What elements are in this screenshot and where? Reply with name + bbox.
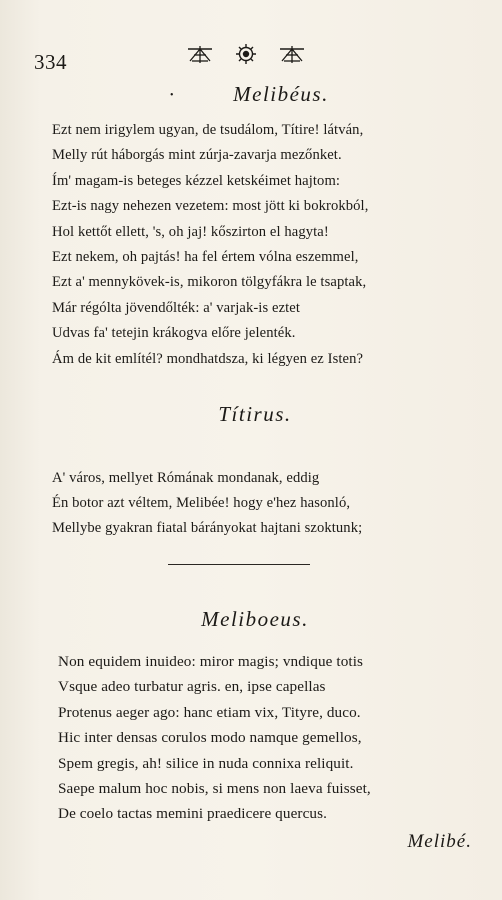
floral-ornament-icon xyxy=(186,43,306,65)
verse-line: Ezt a' mennykövek-is, mikoron tölgyfákra le tsaptak, xyxy=(52,274,367,291)
verse-line: Ezt-is nagy nehezen vezetem: most jött ki bokrokból, xyxy=(52,198,369,215)
verse-line: Udvas fa' tetejin krákogva előre jelenték. xyxy=(52,325,296,342)
speaker-heading-titirus: Títirus. xyxy=(218,402,292,426)
verse-line: Ezt nekem, oh pajtás! ha fel értem vólna eszemmel, xyxy=(52,248,359,265)
verse-line: Hic inter densas corulos modo namque gemellos, xyxy=(58,729,362,747)
verse-line: De coelo tactas memini praedicere quercus. xyxy=(58,805,328,823)
verse-block-meliboeus-latin xyxy=(58,649,371,827)
verse-line: Spem gregis, ah! silice in nuda connixa reliquit. xyxy=(58,754,354,772)
decorative-dot: • xyxy=(170,90,174,101)
verse-line: A' város, mellyet Rómának mondanak, eddig xyxy=(52,470,320,486)
verse-line: Protenus aeger ago: hanc etiam vix, Tityre, duco. xyxy=(58,703,361,721)
speaker-heading-melibeus: Melibéus. xyxy=(233,82,329,106)
verse-line: Ezt nem irigylem ugyan, de tsudálom, Títire! látván, xyxy=(52,122,364,138)
section-divider xyxy=(168,564,310,565)
verse-line: Mellybe gyakran fiatal bárányokat hajtani szoktunk; xyxy=(52,520,363,536)
verse-line: Már régólta jövendőlték: a' varjak-is eztet xyxy=(52,299,301,316)
verse-line: Melly rút háborgás mint zúrja-zavarja mezőnket. xyxy=(52,147,342,164)
verse-block-melibeus xyxy=(52,118,368,372)
verse-line: Ám de kit említél? mondhatdsza, ki légyen ez Isten? xyxy=(52,350,364,367)
verse-line: Vsque adeo turbatur agris. en, ipse capellas xyxy=(58,678,326,696)
catchword: Melibé. xyxy=(407,831,472,852)
speaker-heading-meliboeus: Meliboeus. xyxy=(201,607,309,631)
verse-line: Saepe malum hoc nobis, si mens non laeva fuisset, xyxy=(58,779,371,797)
verse-line: Non equidem inuideo: miror magis; vndique totis xyxy=(58,653,364,670)
verse-block-titirus xyxy=(52,466,362,541)
verse-line: Ím' magam-is beteges kézzel ketskéimet hajtom: xyxy=(52,172,341,189)
verse-line: Én botor azt véltem, Melibée! hogy e'hez hasonló, xyxy=(52,495,351,511)
page-number: 334 xyxy=(34,50,67,74)
verse-line: Hol kettőt ellett, 's, oh jaj! kőszirton el hagyta! xyxy=(52,223,329,240)
